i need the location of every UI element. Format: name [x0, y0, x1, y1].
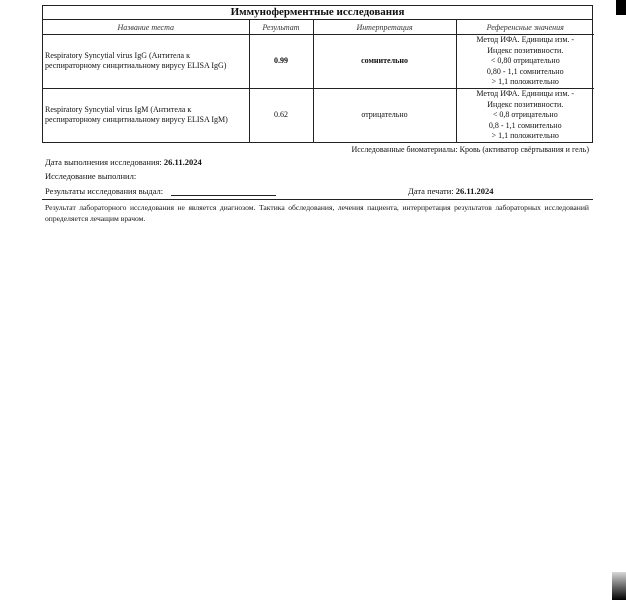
execution-date — [45, 157, 202, 167]
col-header-name: Название теста — [43, 20, 249, 35]
execution-date-label: Дата выполнения исследования: — [45, 157, 162, 167]
table-row — [43, 35, 594, 89]
print-date-value: 26.11.2024 — [455, 186, 494, 196]
issued-by-label: Результаты исследования выдал: — [45, 186, 164, 196]
col-header-interpretation: Интерпретация — [313, 20, 456, 35]
test-interpretation: сомнительно — [313, 35, 456, 89]
reference-values — [456, 35, 594, 89]
header-row — [43, 20, 594, 35]
reference-line: > 1,1 положительно — [491, 131, 559, 141]
reference-line: Индекс позитивности. — [487, 99, 564, 109]
reference-line: 0,80 - 1,1 сомнительно — [486, 66, 564, 76]
print-date-label: Дата печати: — [408, 186, 454, 196]
col-header-reference: Референсные значения — [456, 20, 594, 35]
reference-line: > 1,1 положительно — [491, 77, 559, 87]
divider — [42, 199, 593, 200]
reference-line: 0,8 - 1,1 сомнительно — [488, 120, 562, 130]
reference-line: Индекс позитивности. — [487, 45, 564, 55]
scan-edge-bottom — [612, 572, 626, 600]
test-name: Respiratory Syncytial virus IgM (Антитела к респираторному синцитиальному вирусу ELISA IgM) — [43, 88, 249, 141]
results-table — [42, 5, 593, 143]
execution-date-value: 26.11.2024 — [163, 157, 202, 167]
test-name: Respiratory Syncytial virus IgG (Антитела к респираторному синцитиальному вирусу ELISA IgG) — [43, 35, 249, 89]
test-result: 0.99 — [249, 35, 313, 89]
scan-edge-top — [616, 0, 626, 15]
issued-by — [45, 186, 276, 196]
test-result: 0.62 — [249, 88, 313, 141]
print-date — [408, 186, 494, 196]
reference-line: Метод ИФА. Единицы изм. - — [476, 35, 575, 44]
test-interpretation: отрицательно — [313, 88, 456, 141]
reference-line: Метод ИФА. Единицы изм. - — [476, 88, 575, 98]
reference-line: < 0,80 отрицательно — [490, 56, 560, 66]
reference-values — [456, 88, 594, 141]
performer-line: Исследование выполнил: — [45, 171, 137, 181]
table-title: Иммуноферментные исследования — [43, 6, 592, 20]
reference-line: < 0,8 отрицательно — [492, 110, 558, 120]
col-header-result: Результат — [249, 20, 313, 35]
disclaimer: Результат лабораторного исследования не является диагнозом. Тактика обследования, лечения пациента, интерпретация результатов лабораторных исследований определяется лечащим врачом. — [45, 203, 589, 223]
table-row — [43, 88, 594, 141]
results-grid — [43, 20, 594, 142]
biomaterial-note: Исследованные биоматериалы: Кровь (активатор свёртывания и гель) — [351, 145, 589, 154]
signature-blank — [171, 186, 276, 196]
